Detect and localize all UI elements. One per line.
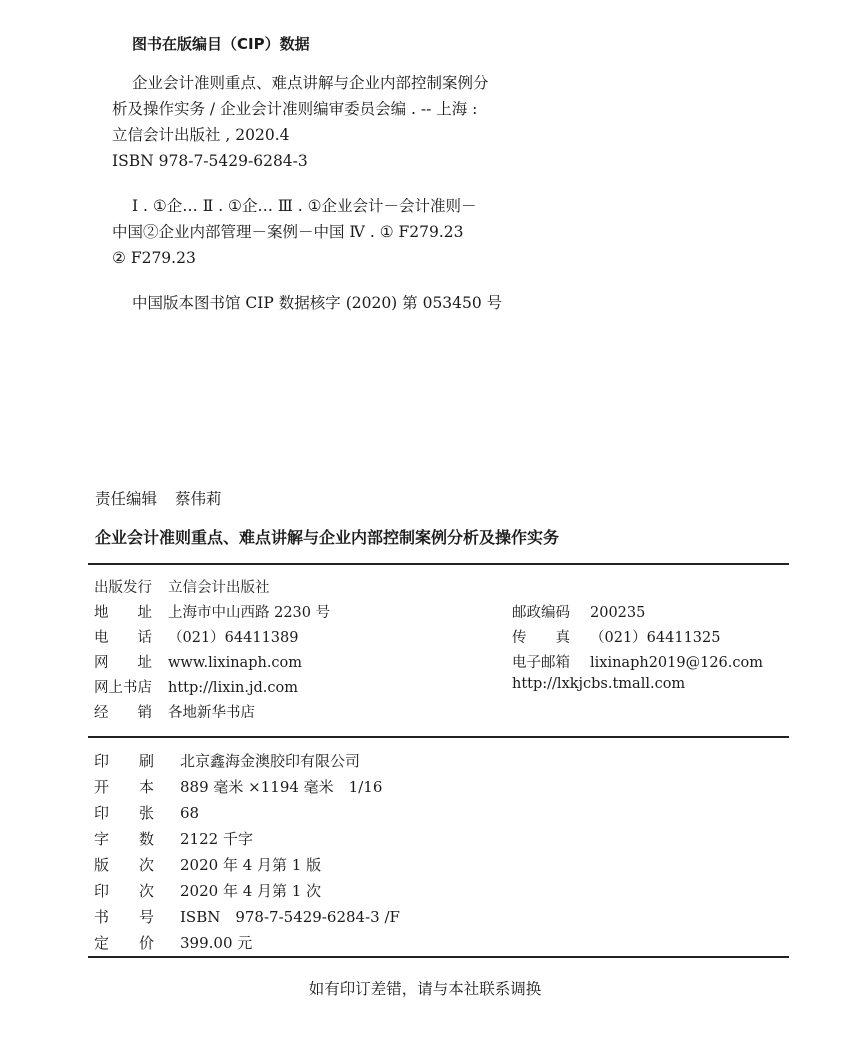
- spec-row: 定 价 399.00 元: [94, 934, 253, 952]
- fax-row: 传 真 （021）64411325: [512, 630, 721, 646]
- spec-row: 印 次 2020 年 4 月第 1 次: [94, 882, 322, 900]
- editor-name: 蔡伟莉: [175, 490, 222, 508]
- cip-heading: 图书在版编目（CIP）数据: [132, 35, 310, 53]
- cip-title-block: [112, 70, 489, 174]
- cip-title-line: 企业会计准则重点、难点讲解与企业内部控制案例分: [132, 74, 489, 92]
- divider: [88, 736, 789, 738]
- phone-row: 电 话 （021）64411389: [94, 630, 299, 646]
- spec-row: 书 号 ISBN 978-7-5429-6284-3 /F: [94, 908, 400, 926]
- tmall-store-row: http://lxkjcbs.tmall.com: [512, 676, 686, 692]
- cip-class-line: 中国②企业内部管理－案例－中国 Ⅳ . ① F279.23: [112, 223, 464, 241]
- cip-isbn: ISBN 978-7-5429-6284-3: [112, 152, 308, 170]
- spec-row: 版 次 2020 年 4 月第 1 版: [94, 856, 322, 874]
- distributor-row: 经 销 各地新华书店: [94, 705, 255, 721]
- spec-row: 开 本 889 毫米 ×1194 毫米 1/16: [94, 778, 383, 796]
- postcode-row: 邮政编码 200235: [512, 605, 646, 621]
- website-row: 网 址 www.lixinaph.com: [94, 655, 303, 671]
- correction-note: 如有印订差错，请与本社联系调换: [308, 980, 542, 998]
- cip-verify-block: [112, 290, 502, 316]
- cip-class-line: ② F279.23: [112, 249, 196, 267]
- online-store-row: 网上书店 http://lixin.jd.com: [94, 680, 298, 696]
- divider: [88, 956, 789, 958]
- responsible-editor: [95, 487, 222, 509]
- spec-row: 印 刷 北京鑫海金澳胶印有限公司: [94, 752, 361, 770]
- address-row: 地 址 上海市中山西路 2230 号: [94, 605, 331, 621]
- cip-class-line: Ⅰ . ①企… Ⅱ . ①企… Ⅲ . ①企业会计－会计准则－: [132, 197, 477, 215]
- divider: [88, 563, 789, 565]
- cip-classification-block: [112, 193, 477, 271]
- cip-title-line: 立信会计出版社 , 2020.4: [112, 126, 290, 144]
- book-title: 企业会计准则重点、难点讲解与企业内部控制案例分析及操作实务: [95, 528, 560, 547]
- editor-label: 责任编辑: [95, 490, 158, 508]
- cip-title-line: 析及操作实务 / 企业会计准则编审委员会编 . -- 上海 :: [112, 100, 478, 118]
- cip-verify: 中国版本图书馆 CIP 数据核字 (2020) 第 053450 号: [132, 294, 503, 312]
- publisher-row: 出版发行 立信会计出版社: [94, 580, 270, 596]
- spec-row: 字 数 2122 千字: [94, 830, 253, 848]
- email-row: 电子邮箱 lixinaph2019@126.com: [512, 655, 763, 671]
- spec-row: 印 张 68: [94, 804, 200, 822]
